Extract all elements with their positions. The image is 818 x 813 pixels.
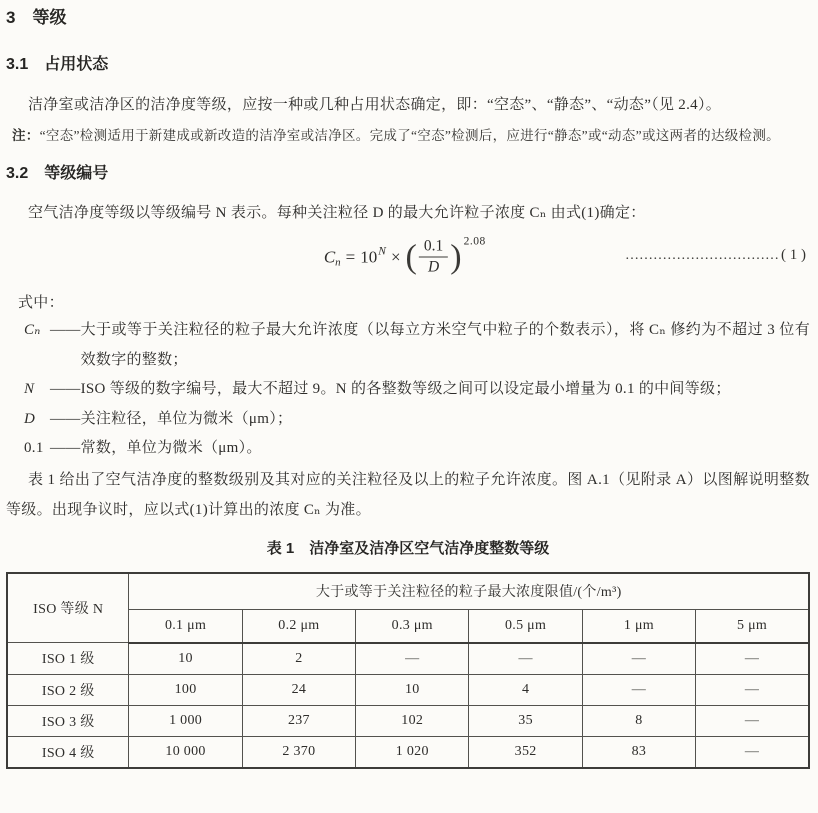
cell-value: — <box>696 643 809 675</box>
table-row-iso-1 <box>7 643 809 675</box>
header-concentration-limit: 大于或等于关注粒径的粒子最大浓度限值/(个/m³) <box>129 573 809 610</box>
cell-value: — <box>696 674 809 705</box>
where-label: 式中： <box>18 295 64 311</box>
subsection-3-1-heading: 3.1 占用状态 <box>6 56 109 73</box>
row-label: ISO 3 级 <box>7 705 129 736</box>
note-text: “空态”检测适用于新建成或新改造的洁净室或洁净区。完成了“空态”检测后，应进行“静态”或“动态”或这两者的达级检测。 <box>39 128 780 143</box>
cell-value: 1 000 <box>129 705 242 736</box>
cell-value: — <box>696 736 809 768</box>
cell-value: 2 370 <box>242 736 355 768</box>
dot-leader: …………………………… <box>625 247 779 263</box>
cell-value: 102 <box>356 705 469 736</box>
left-paren: ( <box>405 238 417 275</box>
header-size-5um: 5 μm <box>696 609 809 643</box>
section-3-heading: 3 等级 <box>6 8 67 27</box>
fraction <box>419 238 448 277</box>
header-size-1um: 1 μm <box>582 609 695 643</box>
row-label: ISO 1 级 <box>7 643 129 675</box>
formula-exponent-2-08: 2.08 <box>463 235 486 248</box>
fraction-denominator: D <box>427 258 440 276</box>
cell-value: — <box>356 643 469 675</box>
fraction-numerator: 0.1 <box>419 238 448 258</box>
cell-value: 83 <box>582 736 695 768</box>
definition-text: ISO 等级的数字编号，最大不超过 9。N 的各整数等级之间可以设定最小增量为 0.1 的中间等级； <box>80 381 731 397</box>
definition-dash: —— <box>50 322 81 338</box>
note-occupancy <box>12 121 810 151</box>
cell-value: 1 020 <box>356 736 469 768</box>
cell-value: 10 <box>356 674 469 705</box>
cell-value: 24 <box>242 674 355 705</box>
cell-value: 10 000 <box>129 736 242 768</box>
table-caption: 表 1 洁净室及洁净区空气洁净度整数等级 <box>266 539 550 557</box>
cell-value: — <box>582 674 695 705</box>
definition-text: 常数，单位为微米（μm）。 <box>80 440 262 456</box>
formula-lhs-subscript: n <box>335 256 341 268</box>
cell-value: 237 <box>242 705 355 736</box>
cell-value: 100 <box>129 674 242 705</box>
header-size-0-2um: 0.2 μm <box>242 609 355 643</box>
equation-1 <box>323 235 486 277</box>
cell-value: 4 <box>469 674 582 705</box>
definition-dash: —— <box>50 440 81 456</box>
subsection-3-2-heading: 3.2 等级编号 <box>6 165 109 182</box>
right-paren: ) <box>450 238 462 275</box>
table-row-iso-2 <box>7 674 809 705</box>
paragraph-class-number: 空气洁净度等级以等级编号 N 表示。每种关注粒径 D 的最大允许粒子浓度 Cₙ 由式(1)确定： <box>28 205 646 221</box>
header-size-0-3um: 0.3 μm <box>356 609 469 643</box>
cell-value: — <box>582 643 695 675</box>
definition-term: Cₙ <box>24 322 41 338</box>
definition-row-n <box>24 375 810 405</box>
classification-table <box>6 572 810 769</box>
cell-value: 2 <box>242 643 355 675</box>
formula-base: 10 <box>360 247 378 266</box>
row-label: ISO 2 级 <box>7 674 129 705</box>
definition-term: N <box>24 381 35 397</box>
definition-text: 大于或等于关注粒径的粒子最大允许浓度（以每立方米空气中粒子的个数表示），将 Cₙ 修约为不超过 3 位有效数字的整数； <box>80 322 810 368</box>
table-row-iso-4 <box>7 736 809 768</box>
multiplication-sign: × <box>390 247 401 266</box>
header-size-0-5um: 0.5 μm <box>469 609 582 643</box>
table-row-iso-3 <box>7 705 809 736</box>
equals-sign: = <box>345 247 356 266</box>
cell-value: 352 <box>469 736 582 768</box>
header-size-0-1um: 0.1 μm <box>129 609 242 643</box>
equation-row <box>6 233 810 281</box>
definition-row-cn <box>24 316 810 375</box>
note-label: 注： <box>12 128 40 143</box>
definition-dash: —— <box>50 381 81 397</box>
definition-row-0-1 <box>24 434 810 464</box>
definition-term: D <box>24 410 36 427</box>
cell-value: 35 <box>469 705 582 736</box>
cell-value: 8 <box>582 705 695 736</box>
paragraph-table-intro: 表 1 给出了空气洁净度的整数级别及其对应的关注粒径及以上的粒子允许浓度。图 A.1（见附录 A）以图解说明整数等级。出现争议时，应以式(1)计算出的浓度 Cₙ 为准。 <box>6 471 810 518</box>
formula-exponent-N: N <box>378 245 386 257</box>
equation-number: ( 1 ) <box>781 247 806 264</box>
cell-value: — <box>469 643 582 675</box>
definition-text: 关注粒径，单位为微米（μm）； <box>80 410 293 427</box>
cell-value: 10 <box>129 643 242 675</box>
header-iso-class-n: ISO 等级 N <box>7 573 129 643</box>
formula-lhs: C <box>323 247 336 266</box>
equation-leader <box>625 247 806 264</box>
cell-value: — <box>696 705 809 736</box>
paragraph-occupancy-states: 洁净室或洁净区的洁净度等级，应按一种或几种占用状态确定，即：“空态”、“静态”、“动态”（见 2.4）。 <box>28 97 722 113</box>
definition-row-d <box>24 405 810 435</box>
definition-term: 0.1 <box>24 440 44 456</box>
row-label: ISO 4 级 <box>7 736 129 768</box>
definition-dash: —— <box>50 410 81 427</box>
